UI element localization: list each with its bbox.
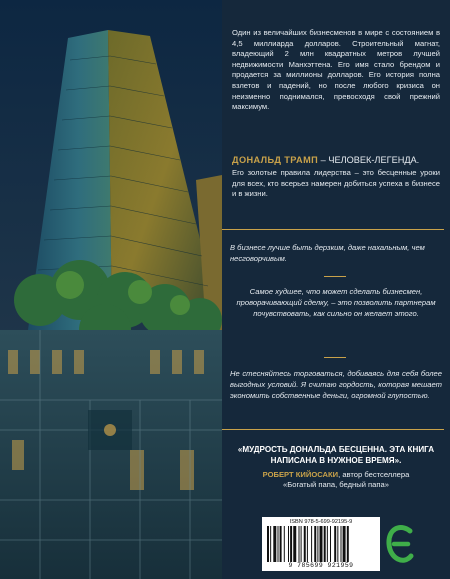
- endorsement-author-role: , автор бестселлера: [338, 470, 410, 479]
- endorsement-book-title: «Богатый папа, бедный папа»: [283, 480, 389, 490]
- subject-description: Его золотые правила лидерства – это бесценные уроки для всех, кто всерьез намерен добиться успеха в бизнесе и в жизни.: [232, 168, 440, 199]
- endorsement-author-name: РОБЕРТ КИЙОСАКИ: [262, 470, 339, 479]
- quote-2: Самое худшее, что может сделать бизнесмен, проворачивающий сделку, – это позволить партнерам почувствовать, как сильно он желает этого.: [236, 287, 436, 318]
- divider-quote-2: [324, 357, 346, 358]
- barcode: [262, 517, 380, 571]
- endorsement-quote: «МУДРОСТЬ ДОНАЛЬДА БЕСЦЕННА. ЭТА КНИГА НАПИСАНА В НУЖНОЕ ВРЕМЯ».: [237, 445, 435, 466]
- quote-3: Не стесняйтесь торговаться, добиваясь для себя более выгодных условий. Я считаю гордость, которая мешает экономить собственные деньги, огромной глупостью.: [230, 369, 442, 400]
- eksmo-logo-icon: [386, 521, 414, 567]
- subject-name: ДОНАЛЬД ТРАМП: [232, 155, 319, 165]
- ean-number: 9 785699 921959: [288, 562, 354, 569]
- intro-paragraph: Один из величайших бизнесменов в мире с состоянием в 4,5 миллиарда долларов. Строительный магнат, владеющий 2 млн квадратных метров лучшей недвижимости Манхэттена. Его имя стало брендом и продается за миллионы долларов. Его история полна взлетов и падений, но после любого кризиса он неизменно поднимался, превосходя свой прежний максимум.: [232, 28, 440, 112]
- quote-1: В бизнесе лучше быть дерзким, даже нахальным, чем несговорчивым.: [230, 243, 425, 263]
- isbn-number: ISBN 978-5-699-92195-9: [289, 519, 353, 525]
- cover-photo-skyscraper: [0, 0, 222, 579]
- subject-title: – ЧЕЛОВЕК-ЛЕГЕНДА.: [318, 155, 420, 165]
- subject-name-line: [232, 155, 440, 166]
- divider-top: [222, 229, 444, 230]
- endorsement-author: [226, 470, 446, 490]
- back-cover-text-panel: [222, 0, 450, 579]
- divider-bottom: [222, 429, 444, 430]
- divider-quote-1: [324, 276, 346, 277]
- barcode-bars: [266, 526, 376, 562]
